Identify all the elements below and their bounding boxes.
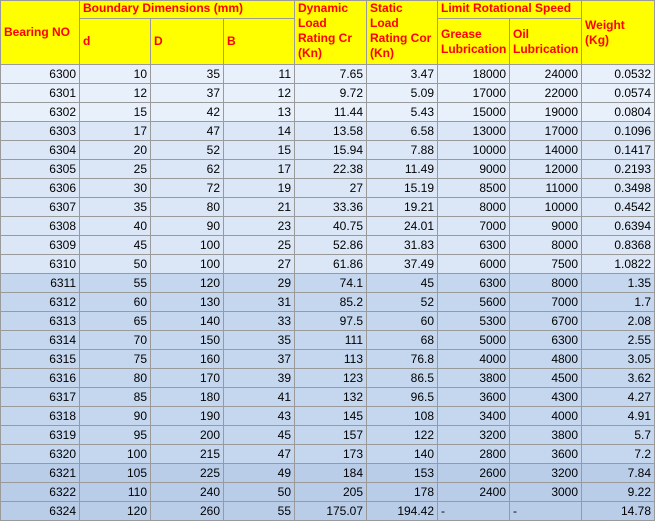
table-row [1,350,655,369]
table-row [1,369,655,388]
table-row [1,445,655,464]
cell-d: 55 [80,274,151,293]
cell-d: 40 [80,217,151,236]
cell-D: 215 [151,445,224,464]
cell-grease: - [438,502,510,521]
cell-cor: 5.43 [367,103,438,122]
cell-no: 6318 [1,407,80,426]
cell-oil: 4300 [510,388,582,407]
cell-cr: 22.38 [295,160,367,179]
table-row [1,407,655,426]
cell-D: 47 [151,122,224,141]
cell-d: 30 [80,179,151,198]
cell-grease: 5600 [438,293,510,312]
cell-oil: 17000 [510,122,582,141]
cell-weight: 0.0574 [582,84,655,103]
cell-B: 12 [224,84,295,103]
cell-cr: 205 [295,483,367,502]
cell-cor: 76.8 [367,350,438,369]
table-row [1,141,655,160]
cell-B: 47 [224,445,295,464]
cell-B: 14 [224,122,295,141]
cell-d: 100 [80,445,151,464]
cell-cor: 45 [367,274,438,293]
cell-oil: 3800 [510,426,582,445]
table-row [1,217,655,236]
cell-no: 6303 [1,122,80,141]
cell-oil: 10000 [510,198,582,217]
cell-weight: 2.55 [582,331,655,350]
cell-cr: 157 [295,426,367,445]
cell-cor: 52 [367,293,438,312]
cell-cor: 19.21 [367,198,438,217]
cell-weight: 0.0532 [582,65,655,84]
cell-cr: 111 [295,331,367,350]
cell-D: 240 [151,483,224,502]
table-row [1,65,655,84]
cell-grease: 15000 [438,103,510,122]
cell-oil: 8000 [510,274,582,293]
cell-cr: 173 [295,445,367,464]
cell-D: 100 [151,255,224,274]
cell-weight: 5.7 [582,426,655,445]
table-row [1,464,655,483]
cell-cor: 5.09 [367,84,438,103]
cell-B: 37 [224,350,295,369]
table-row [1,160,655,179]
table-row [1,255,655,274]
table-row [1,426,655,445]
cell-cr: 61.86 [295,255,367,274]
cell-oil: 12000 [510,160,582,179]
cell-d: 120 [80,502,151,521]
cell-no: 6311 [1,274,80,293]
cell-weight: 1.0822 [582,255,655,274]
cell-no: 6317 [1,388,80,407]
cell-D: 180 [151,388,224,407]
cell-cor: 96.5 [367,388,438,407]
cell-grease: 3600 [438,388,510,407]
table-row [1,331,655,350]
cell-oil: 22000 [510,84,582,103]
cell-D: 150 [151,331,224,350]
cell-cor: 153 [367,464,438,483]
cell-no: 6300 [1,65,80,84]
cell-weight: 1.7 [582,293,655,312]
cell-D: 170 [151,369,224,388]
cell-D: 62 [151,160,224,179]
cell-B: 17 [224,160,295,179]
cell-no: 6307 [1,198,80,217]
cell-D: 100 [151,236,224,255]
cell-B: 31 [224,293,295,312]
cell-D: 72 [151,179,224,198]
cell-B: 29 [224,274,295,293]
cell-cor: 3.47 [367,65,438,84]
cell-D: 37 [151,84,224,103]
cell-oil: 6300 [510,331,582,350]
cell-no: 6309 [1,236,80,255]
cell-weight: 14.78 [582,502,655,521]
cell-cor: 108 [367,407,438,426]
table-row [1,483,655,502]
cell-cr: 145 [295,407,367,426]
cell-grease: 8000 [438,198,510,217]
table-row [1,84,655,103]
cell-D: 260 [151,502,224,521]
cell-D: 200 [151,426,224,445]
cell-oil: 14000 [510,141,582,160]
cell-d: 25 [80,160,151,179]
header-oil-lubrication: Oil Lubrication [510,19,582,65]
header-limit-rotational-speed: Limit Rotational Speed [438,1,582,19]
cell-no: 6305 [1,160,80,179]
cell-d: 95 [80,426,151,445]
cell-oil: 24000 [510,65,582,84]
cell-no: 6322 [1,483,80,502]
cell-D: 225 [151,464,224,483]
cell-oil: 3600 [510,445,582,464]
cell-d: 12 [80,84,151,103]
cell-oil: 4000 [510,407,582,426]
cell-no: 6319 [1,426,80,445]
cell-oil: 7500 [510,255,582,274]
cell-B: 19 [224,179,295,198]
cell-d: 50 [80,255,151,274]
cell-no: 6310 [1,255,80,274]
cell-oil: 6700 [510,312,582,331]
cell-no: 6304 [1,141,80,160]
table-body [1,65,655,521]
cell-d: 35 [80,198,151,217]
header-boundary-dimensions: Boundary Dimensions (mm) [80,1,295,19]
header-static-load-rating: Static Load Rating Cor (Kn) [367,1,438,65]
cell-cr: 74.1 [295,274,367,293]
cell-grease: 6300 [438,274,510,293]
cell-B: 50 [224,483,295,502]
cell-d: 65 [80,312,151,331]
cell-weight: 2.08 [582,312,655,331]
cell-d: 60 [80,293,151,312]
cell-cor: 122 [367,426,438,445]
cell-d: 90 [80,407,151,426]
cell-weight: 4.91 [582,407,655,426]
cell-no: 6314 [1,331,80,350]
header-d: d [80,19,151,65]
cell-D: 80 [151,198,224,217]
table-row [1,293,655,312]
cell-no: 6316 [1,369,80,388]
cell-no: 6320 [1,445,80,464]
cell-cr: 85.2 [295,293,367,312]
cell-oil: 8000 [510,236,582,255]
cell-grease: 6000 [438,255,510,274]
cell-cr: 7.65 [295,65,367,84]
cell-no: 6315 [1,350,80,369]
cell-B: 13 [224,103,295,122]
cell-no: 6313 [1,312,80,331]
cell-B: 45 [224,426,295,445]
cell-weight: 4.27 [582,388,655,407]
cell-oil: 11000 [510,179,582,198]
cell-oil: 19000 [510,103,582,122]
cell-B: 33 [224,312,295,331]
table-row [1,502,655,521]
cell-weight: 0.3498 [582,179,655,198]
cell-D: 42 [151,103,224,122]
cell-no: 6306 [1,179,80,198]
cell-cor: 86.5 [367,369,438,388]
cell-no: 6302 [1,103,80,122]
cell-weight: 3.05 [582,350,655,369]
cell-grease: 5300 [438,312,510,331]
cell-weight: 0.8368 [582,236,655,255]
table-row [1,312,655,331]
cell-cor: 140 [367,445,438,464]
header-B: B [224,19,295,65]
cell-oil: 4800 [510,350,582,369]
cell-no: 6324 [1,502,80,521]
cell-d: 105 [80,464,151,483]
cell-grease: 17000 [438,84,510,103]
header-grease-lubrication: Grease Lubrication [438,19,510,65]
cell-D: 130 [151,293,224,312]
cell-grease: 3200 [438,426,510,445]
table-row [1,236,655,255]
cell-oil: 4500 [510,369,582,388]
cell-cor: 194.42 [367,502,438,521]
cell-d: 85 [80,388,151,407]
cell-d: 45 [80,236,151,255]
cell-weight: 3.62 [582,369,655,388]
cell-B: 11 [224,65,295,84]
cell-weight: 7.2 [582,445,655,464]
cell-d: 75 [80,350,151,369]
table-row [1,274,655,293]
cell-weight: 0.2193 [582,160,655,179]
cell-B: 55 [224,502,295,521]
cell-B: 43 [224,407,295,426]
cell-no: 6321 [1,464,80,483]
cell-grease: 2400 [438,483,510,502]
cell-cr: 113 [295,350,367,369]
cell-no: 6312 [1,293,80,312]
cell-cr: 9.72 [295,84,367,103]
cell-cr: 13.58 [295,122,367,141]
cell-B: 27 [224,255,295,274]
cell-B: 23 [224,217,295,236]
cell-cr: 27 [295,179,367,198]
cell-cr: 33.36 [295,198,367,217]
table-row [1,103,655,122]
cell-D: 190 [151,407,224,426]
cell-oil: 7000 [510,293,582,312]
cell-cor: 60 [367,312,438,331]
cell-grease: 4000 [438,350,510,369]
cell-cor: 24.01 [367,217,438,236]
cell-D: 52 [151,141,224,160]
cell-weight: 0.4542 [582,198,655,217]
cell-cr: 15.94 [295,141,367,160]
cell-cr: 184 [295,464,367,483]
cell-d: 70 [80,331,151,350]
cell-cor: 6.58 [367,122,438,141]
cell-d: 20 [80,141,151,160]
cell-B: 41 [224,388,295,407]
cell-d: 10 [80,65,151,84]
cell-cr: 132 [295,388,367,407]
cell-B: 21 [224,198,295,217]
table-row [1,388,655,407]
cell-grease: 7000 [438,217,510,236]
cell-grease: 3800 [438,369,510,388]
cell-cor: 37.49 [367,255,438,274]
cell-weight: 9.22 [582,483,655,502]
cell-oil: - [510,502,582,521]
cell-B: 25 [224,236,295,255]
header-D: D [151,19,224,65]
header-bearing-no: Bearing NO [1,1,80,65]
cell-cor: 31.83 [367,236,438,255]
cell-oil: 3000 [510,483,582,502]
cell-cr: 123 [295,369,367,388]
cell-grease: 6300 [438,236,510,255]
cell-no: 6301 [1,84,80,103]
cell-grease: 9000 [438,160,510,179]
cell-cor: 68 [367,331,438,350]
header-dynamic-load-rating: Dynamic Load Rating Cr (Kn) [295,1,367,65]
cell-B: 39 [224,369,295,388]
cell-grease: 3400 [438,407,510,426]
cell-grease: 10000 [438,141,510,160]
cell-oil: 9000 [510,217,582,236]
cell-B: 49 [224,464,295,483]
cell-cor: 178 [367,483,438,502]
cell-grease: 8500 [438,179,510,198]
cell-grease: 18000 [438,65,510,84]
cell-cr: 97.5 [295,312,367,331]
cell-weight: 1.35 [582,274,655,293]
cell-grease: 2800 [438,445,510,464]
cell-grease: 5000 [438,331,510,350]
cell-grease: 2600 [438,464,510,483]
cell-cr: 11.44 [295,103,367,122]
cell-cor: 11.49 [367,160,438,179]
cell-cr: 52.86 [295,236,367,255]
table-row [1,198,655,217]
table-row [1,179,655,198]
cell-cor: 7.88 [367,141,438,160]
cell-B: 35 [224,331,295,350]
cell-d: 15 [80,103,151,122]
cell-d: 17 [80,122,151,141]
header-weight: Weight (Kg) [582,1,655,65]
cell-cor: 15.19 [367,179,438,198]
cell-D: 160 [151,350,224,369]
cell-grease: 13000 [438,122,510,141]
cell-weight: 0.0804 [582,103,655,122]
cell-weight: 0.1417 [582,141,655,160]
cell-no: 6308 [1,217,80,236]
cell-weight: 0.6394 [582,217,655,236]
cell-D: 140 [151,312,224,331]
cell-weight: 0.1096 [582,122,655,141]
cell-weight: 7.84 [582,464,655,483]
table-row [1,122,655,141]
cell-cr: 175.07 [295,502,367,521]
cell-d: 110 [80,483,151,502]
cell-cr: 40.75 [295,217,367,236]
cell-D: 35 [151,65,224,84]
cell-d: 80 [80,369,151,388]
cell-D: 120 [151,274,224,293]
cell-D: 90 [151,217,224,236]
cell-B: 15 [224,141,295,160]
cell-oil: 3200 [510,464,582,483]
